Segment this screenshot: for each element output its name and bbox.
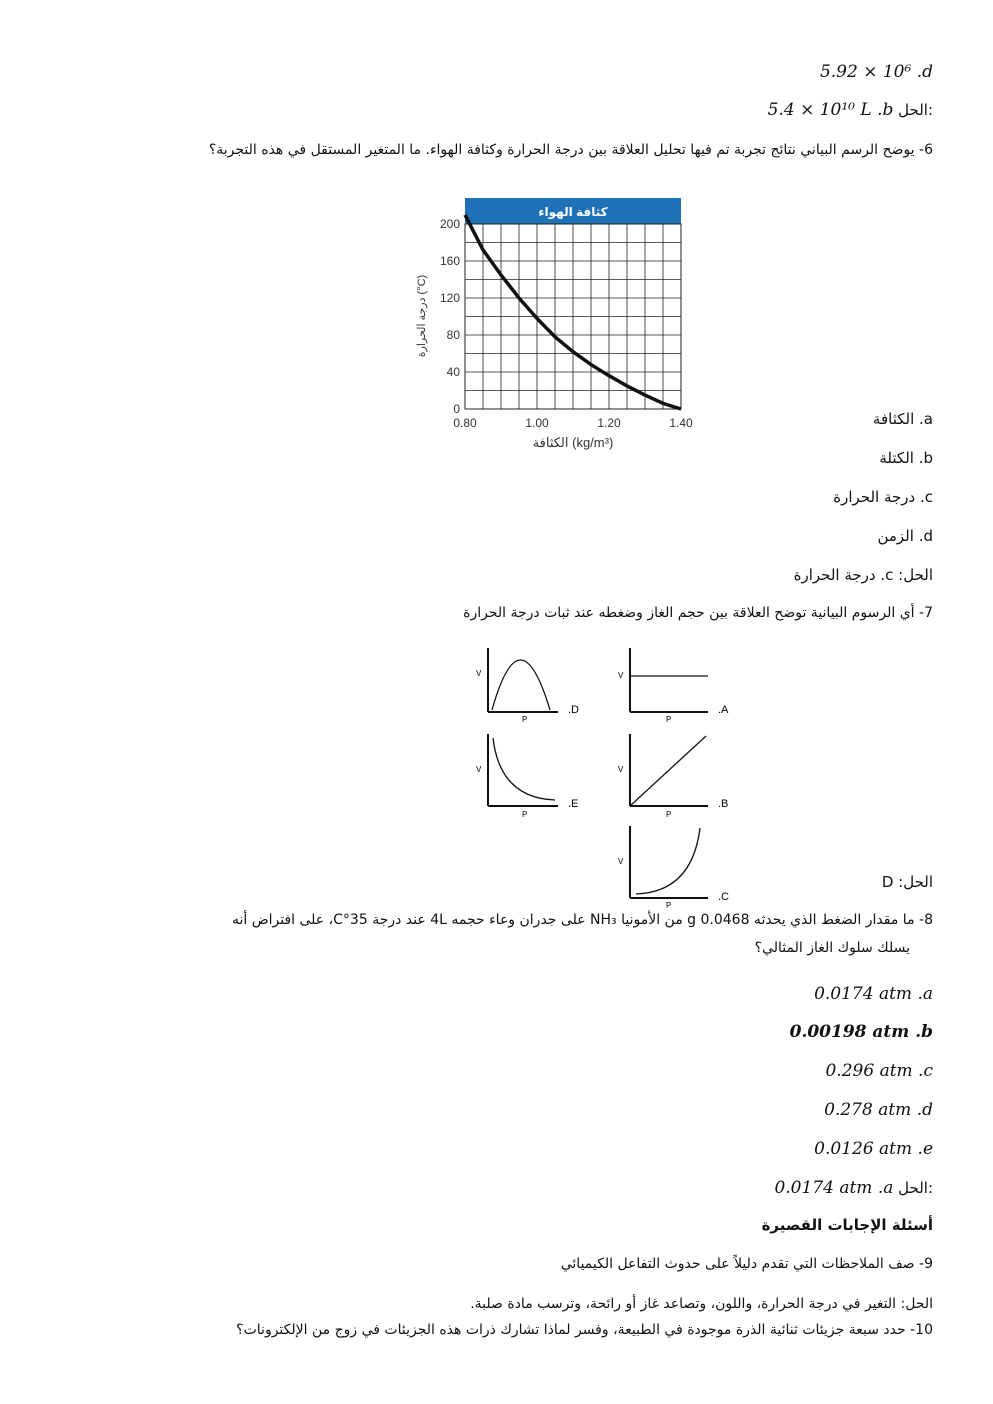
line-solution-q5	[768, 100, 933, 120]
graph-C-letter: .C	[718, 891, 729, 903]
question-8-line2: يسلك سلوك الغاز المثالي؟	[754, 940, 910, 956]
y-tick-label: 40	[446, 365, 460, 379]
solution-q5-label: الحل:	[898, 101, 933, 119]
y-tick-label: 160	[439, 254, 460, 268]
chart-y-axis-label: درجة الحرارة (°C)	[416, 274, 428, 358]
question-7: 7- أي الرسوم البيانية توضح العلاقة بين حجم الغاز وضغطه عند ثبات درجة الحرارة	[463, 605, 933, 621]
x-tick-label: 0.80	[453, 416, 477, 430]
graph-B-letter: .B	[718, 798, 729, 810]
y-tick-label: 120	[439, 291, 460, 305]
graph-A	[612, 640, 742, 729]
q8-option-e: 0.0126 atm .e	[814, 1139, 933, 1159]
x-tick-label: 1.20	[597, 416, 621, 430]
graph-C	[612, 822, 742, 914]
q6-option-d: d. الزمن	[877, 527, 933, 545]
graph-A-v-label: V	[618, 671, 624, 680]
q8-option-b: 0.00198 atm .b	[789, 1022, 933, 1042]
graph-E-v-label: V	[476, 765, 482, 774]
air-density-chart	[405, 190, 715, 455]
q6-solution: الحل: c. درجة الحرارة	[793, 566, 933, 584]
graph-E-letter: .E	[568, 798, 579, 810]
q7-solution: الحل: D	[881, 873, 933, 891]
graph-B-v-label: V	[618, 765, 624, 774]
question-8-line1: 8- ما مقدار الضغط الذي يحدثه 0.0468 g من الأمونيا NH₃ على جدران وعاء حجمه 4L عند درجة 35°C، على افتراض أنه	[231, 912, 933, 928]
y-tick-label: 200	[439, 217, 460, 231]
graph-C-v-label: V	[618, 857, 624, 866]
chart-x-axis-label: الكثافة (kg/m³)	[532, 435, 614, 450]
y-tick-label: 0	[453, 402, 460, 416]
graph-D-v-label: V	[476, 669, 482, 678]
graph-B-p-label: P	[666, 810, 672, 819]
q8-solution	[774, 1178, 933, 1198]
q8-solution-value: 0.0174 atm .a	[774, 1178, 894, 1198]
q6-option-a: a. الكثافة	[872, 410, 933, 428]
chart-grid	[465, 224, 681, 409]
graph-D-p-label: P	[522, 715, 528, 724]
short-answers-heading: أسئلة الإجابات القصيرة	[761, 1216, 933, 1234]
solution-q5-value: 5.4 × 10¹⁰ L .b	[767, 100, 894, 120]
chart-title: كثافة الهواء	[538, 205, 608, 219]
graph-A-p-label: P	[666, 715, 672, 724]
x-tick-label: 1.40	[669, 416, 693, 430]
q6-option-b: b. الكتلة	[879, 449, 933, 467]
question-9: 9- صف الملاحظات التي تقدم دليلاً على حدوث التفاعل الكيميائي	[560, 1256, 933, 1272]
question-6: 6- يوضح الرسم البياني نتائج تجربة تم فيها تحليل العلاقة بين درجة الحرارة وكثافة الهواء. ما المتغير المستقل في هذه التجربة؟	[208, 142, 933, 158]
air-density-chart-svg	[405, 190, 715, 455]
graph-B	[612, 730, 742, 824]
question-10: 10- حدد سبعة جزيئات ثنائية الذرة موجودة في الطبيعة، وفسر لماذا تشارك ذرات هذه الجزيئات في زوج من الإلكترونات؟	[236, 1322, 933, 1338]
q8-option-d: 0.278 atm .d	[824, 1100, 933, 1120]
y-tick-label: 80	[446, 328, 460, 342]
x-tick-label: 1.00	[525, 416, 549, 430]
graph-D	[470, 640, 590, 729]
line-answer-d: 5.92 × 10⁶ .d	[819, 62, 933, 82]
q8-solution-label: الحل:	[898, 1179, 933, 1197]
graph-D-letter: .D	[568, 704, 579, 716]
graph-C-p-label: P	[666, 901, 672, 910]
q8-option-a: 0.0174 atm .a	[814, 984, 933, 1004]
q8-option-c: 0.296 atm .c	[825, 1061, 933, 1081]
q9-solution: الحل: التغير في درجة الحرارة، واللون، وتصاعد غاز أو رائحة، وترسب مادة صلبة.	[470, 1296, 933, 1312]
graph-A-letter: .A	[718, 704, 729, 716]
graph-E	[470, 730, 590, 824]
q6-option-c: c. درجة الحرارة	[833, 488, 933, 506]
graph-E-p-label: P	[522, 810, 528, 819]
